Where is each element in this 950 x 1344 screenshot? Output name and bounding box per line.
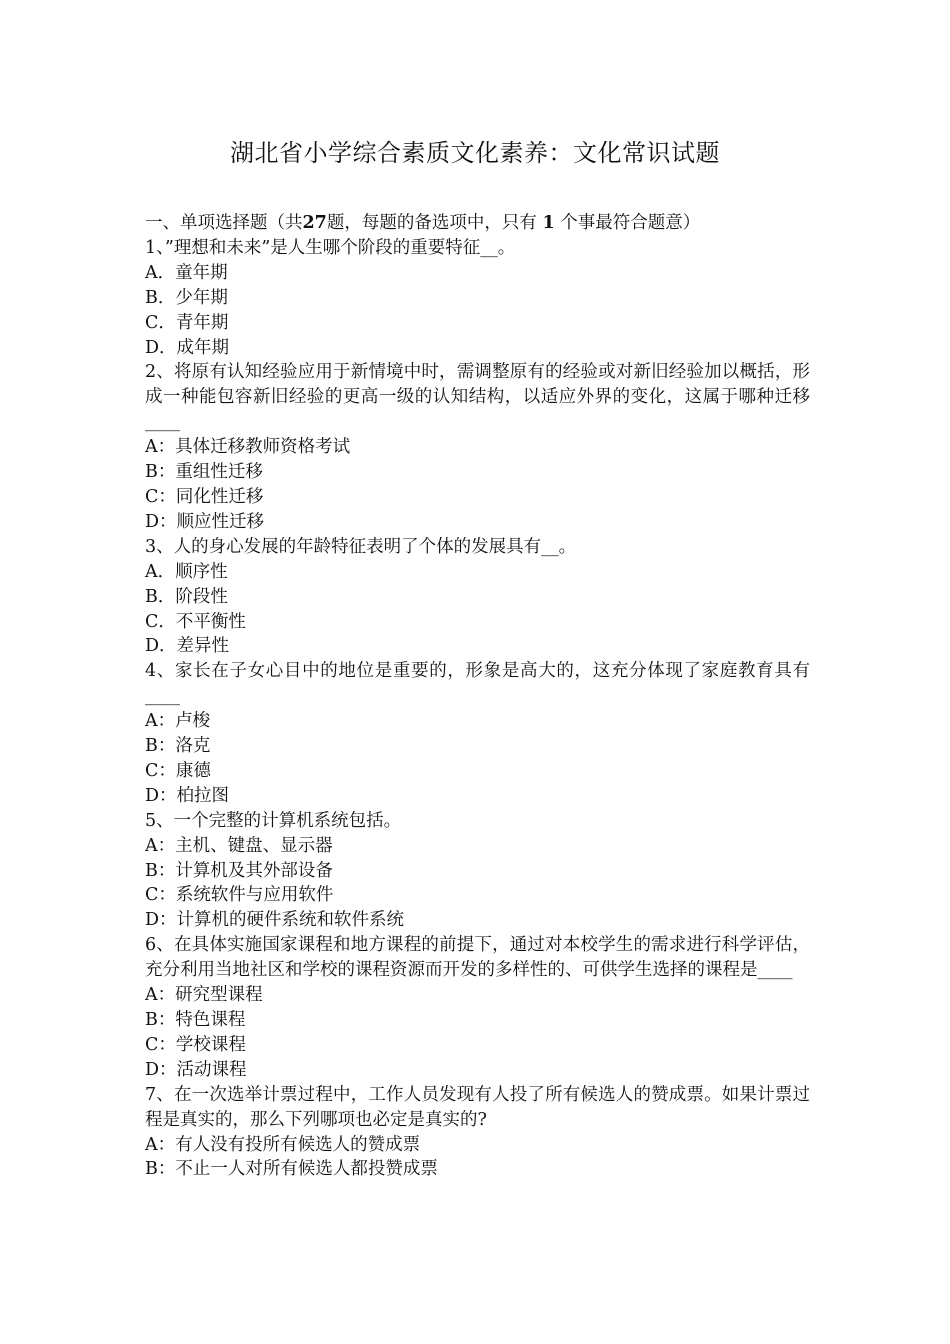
- answer-option: B：不止一人对所有候选人都投赞成票: [145, 1159, 438, 1180]
- answer-option: B．少年期: [145, 287, 228, 308]
- answer-option: C：同化性迁移: [145, 486, 264, 507]
- question-stem: 1、”理想和未来”是人生哪个阶段的重要特征__。: [145, 237, 516, 258]
- document-body: [145, 211, 810, 1182]
- answer-option: A：研究型课程: [145, 985, 263, 1006]
- answer-option: B：洛克: [145, 736, 211, 757]
- answer-option: A．童年期: [145, 262, 228, 283]
- section-header-prefix: 一、单项选择题（共: [145, 213, 303, 233]
- answer-option: C：康德: [145, 760, 211, 781]
- question-stem: 5、一个完整的计算机系统包括。: [145, 810, 402, 831]
- question-stem: 6、在具体实施国家课程和地方课程的前提下，通过对本校学生的需求进行科学评估，充分利用当地社区和学校的课程资源而开发的多样性的、可供学生选择的课程是____: [145, 935, 810, 981]
- answer-option: D：活动课程: [145, 1059, 247, 1080]
- answer-count: 1: [542, 213, 555, 233]
- question-count: 27: [302, 213, 327, 233]
- answer-option: C：系统软件与应用软件: [145, 885, 334, 906]
- question-stem: 2、将原有认知经验应用于新情境中时，需调整原有的经验或对新旧经验加以概括，形成一种能包容新旧经验的更高一级的认知结构，以适应外界的变化，这属于哪种迁移____: [145, 362, 810, 433]
- answer-option: A．顺序性: [145, 561, 228, 582]
- answer-option: D：计算机的硬件系统和软件系统: [145, 910, 405, 931]
- section-header-suffix: 个事最符合题意）: [560, 213, 701, 233]
- question-stem: 3、人的身心发展的年龄特征表明了个体的发展具有__。: [145, 536, 577, 557]
- section-header: [145, 211, 810, 236]
- answer-option: C．青年期: [145, 312, 229, 333]
- answer-option: C．不平衡性: [145, 611, 246, 632]
- question-stem: 4、家长在子女心目中的地位是重要的，形象是高大的，这充分体现了家庭教育具有____: [145, 661, 810, 707]
- document-title: 湖北省小学综合素质文化素养：文化常识试题: [230, 139, 720, 167]
- answer-option: B．阶段性: [145, 586, 228, 607]
- answer-option: B：特色课程: [145, 1010, 246, 1030]
- answer-option: B：重组性迁移: [145, 462, 263, 483]
- answer-option: C：学校课程: [145, 1034, 246, 1055]
- answer-option: D．差异性: [145, 636, 230, 657]
- answer-option: D．成年期: [145, 337, 230, 358]
- answer-option: D：柏拉图: [145, 785, 230, 806]
- question-stem: 7、在一次选举计票过程中，工作人员发现有人投了所有候选人的赞成票。如果计票过程是真实的，那么下列哪项也必定是真实的?: [145, 1084, 810, 1130]
- answer-option: A：有人没有投所有候选人的赞成票: [145, 1134, 421, 1155]
- answer-option: A：主机、键盘、显示器: [145, 835, 333, 856]
- answer-option: D：顺应性迁移: [145, 511, 265, 532]
- answer-option: B：计算机及其外部设备: [145, 860, 333, 881]
- answer-option: A：卢梭: [145, 711, 211, 732]
- section-header-middle: 题，每题的备选项中，只有: [326, 213, 537, 233]
- answer-option: A：具体迁移教师资格考试: [145, 437, 351, 458]
